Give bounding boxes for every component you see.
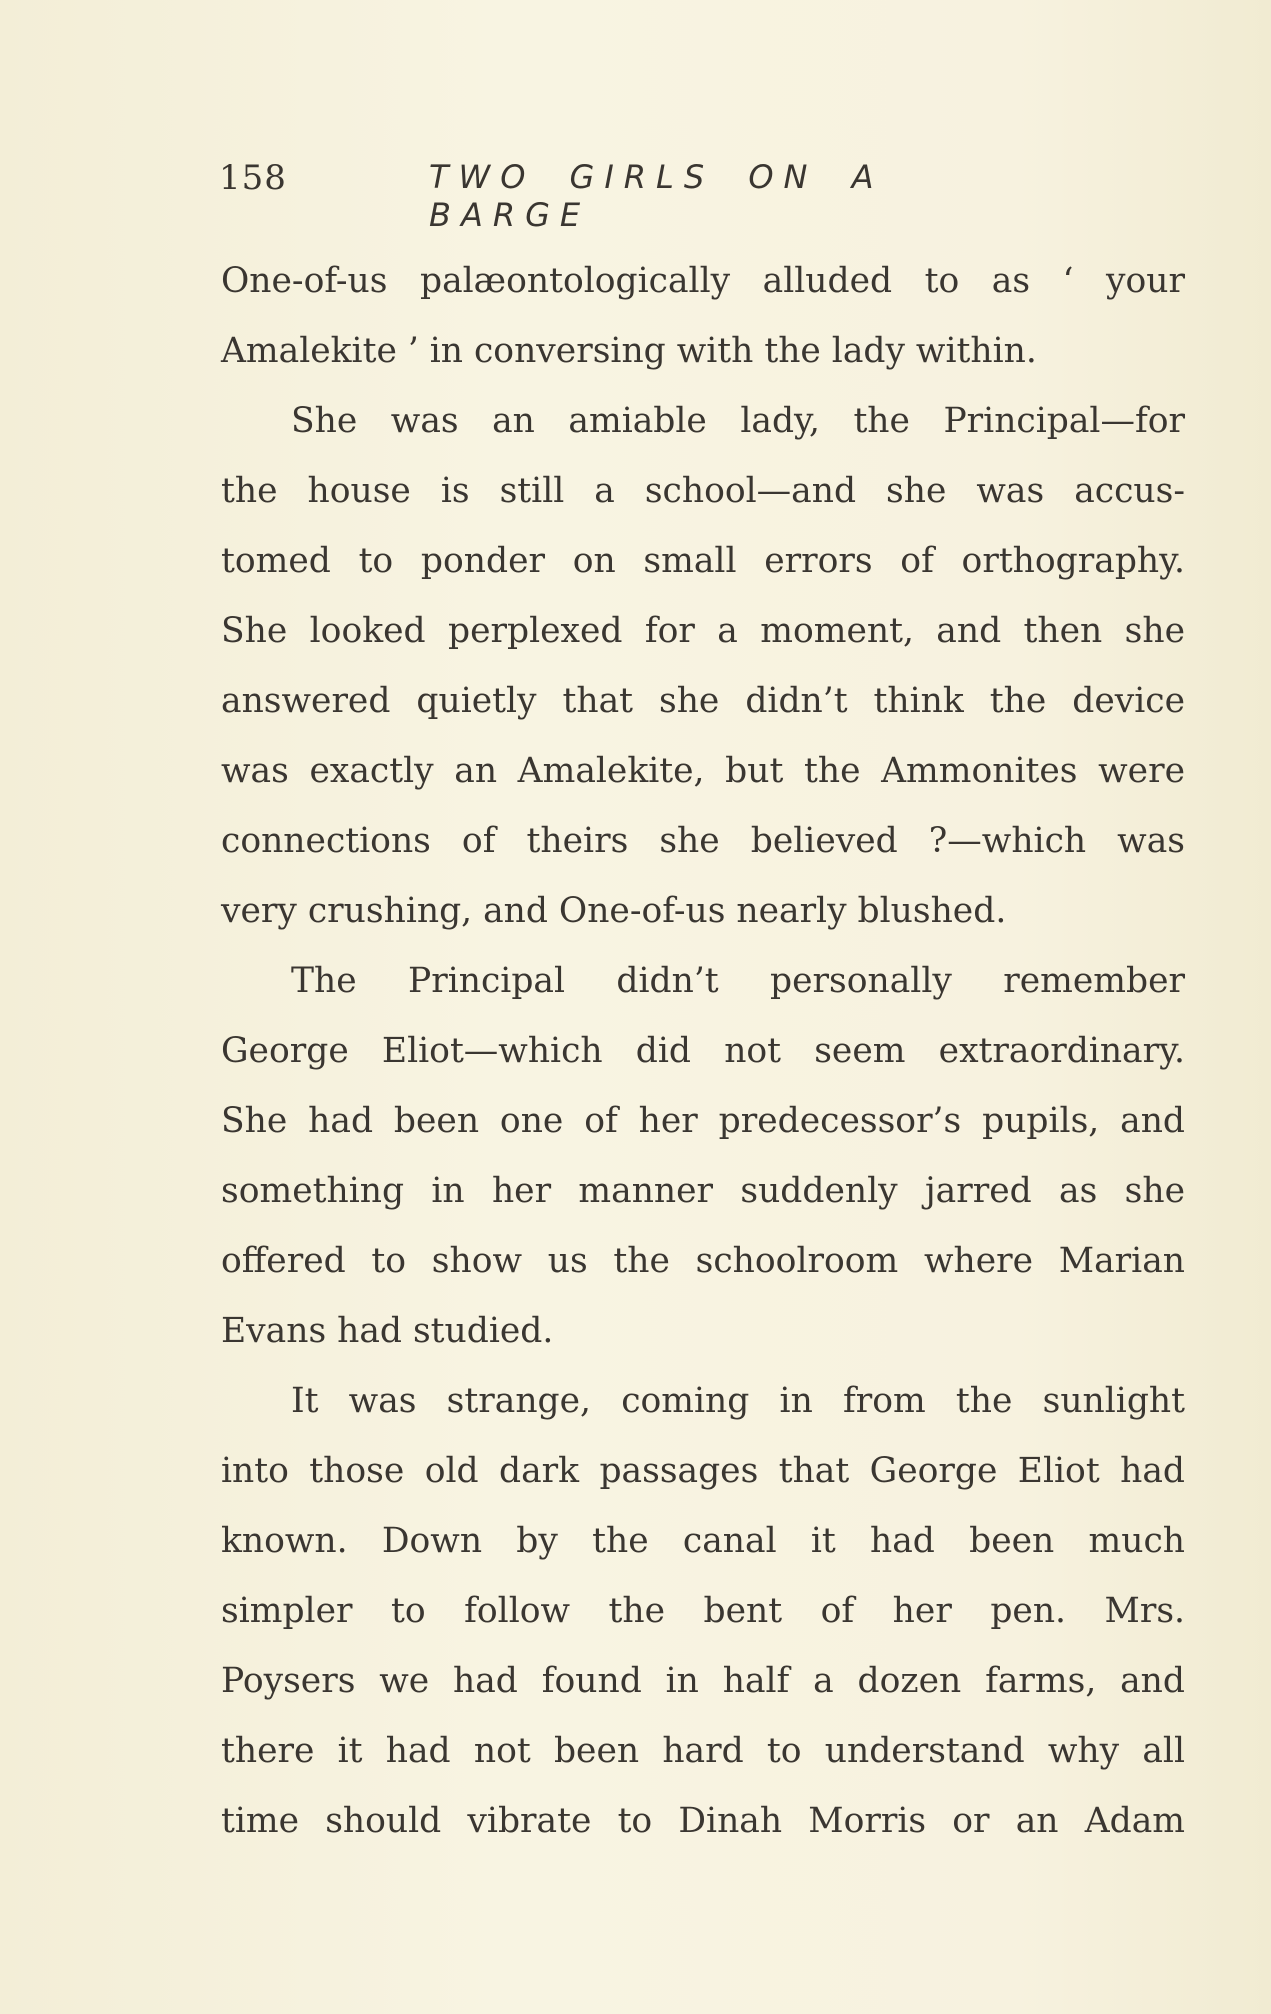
running-header xyxy=(219,158,984,234)
text-line: there it had not been hard to understand why all xyxy=(221,1731,1185,1771)
body-text xyxy=(221,246,1185,1856)
text-line: connections of theirs she believed ?—which was xyxy=(221,821,1185,861)
text-line: Poysers we had found in half a dozen farms, and xyxy=(221,1661,1185,1701)
text-line: something in her manner suddenly jarred as she xyxy=(221,1171,1185,1211)
text-line: answered quietly that she didn’t think the device xyxy=(221,681,1185,721)
text-line: known. Down by the canal it had been much xyxy=(221,1521,1185,1561)
text-line: It was strange, coming in from the sunlight xyxy=(291,1381,1185,1421)
text-line: She had been one of her predecessor’s pupils, and xyxy=(221,1101,1185,1141)
text-line: into those old dark passages that George Eliot had xyxy=(221,1451,1185,1491)
text-line: simpler to follow the bent of her pen. Mrs. xyxy=(221,1591,1185,1631)
text-line: She looked perplexed for a moment, and then she xyxy=(221,611,1185,651)
text-line: tomed to ponder on small errors of orthography. xyxy=(221,541,1185,581)
text-line: the house is still a school—and she was accus- xyxy=(221,471,1185,511)
text-line: Evans had studied. xyxy=(221,1311,554,1351)
text-line: was exactly an Amalekite, but the Ammonites were xyxy=(221,751,1185,791)
text-line: The Principal didn’t personally remember xyxy=(291,961,1185,1001)
text-line: George Eliot—which did not seem extraordinary. xyxy=(221,1031,1185,1071)
text-line: Amalekite ’ in conversing with the lady within. xyxy=(221,331,1037,371)
text-line: One-of-us palæontologically alluded to as ‘ your xyxy=(221,261,1185,301)
running-title: TWO GIRLS ON A BARGE xyxy=(429,158,884,234)
text-line: time should vibrate to Dinah Morris or an Adam xyxy=(221,1801,1185,1841)
text-line: very crushing, and One-of-us nearly blushed. xyxy=(221,891,1007,931)
page-number: 158 xyxy=(219,158,287,198)
text-line: She was an amiable lady, the Principal—for xyxy=(291,401,1185,441)
text-line: offered to show us the schoolroom where Marian xyxy=(221,1241,1185,1281)
